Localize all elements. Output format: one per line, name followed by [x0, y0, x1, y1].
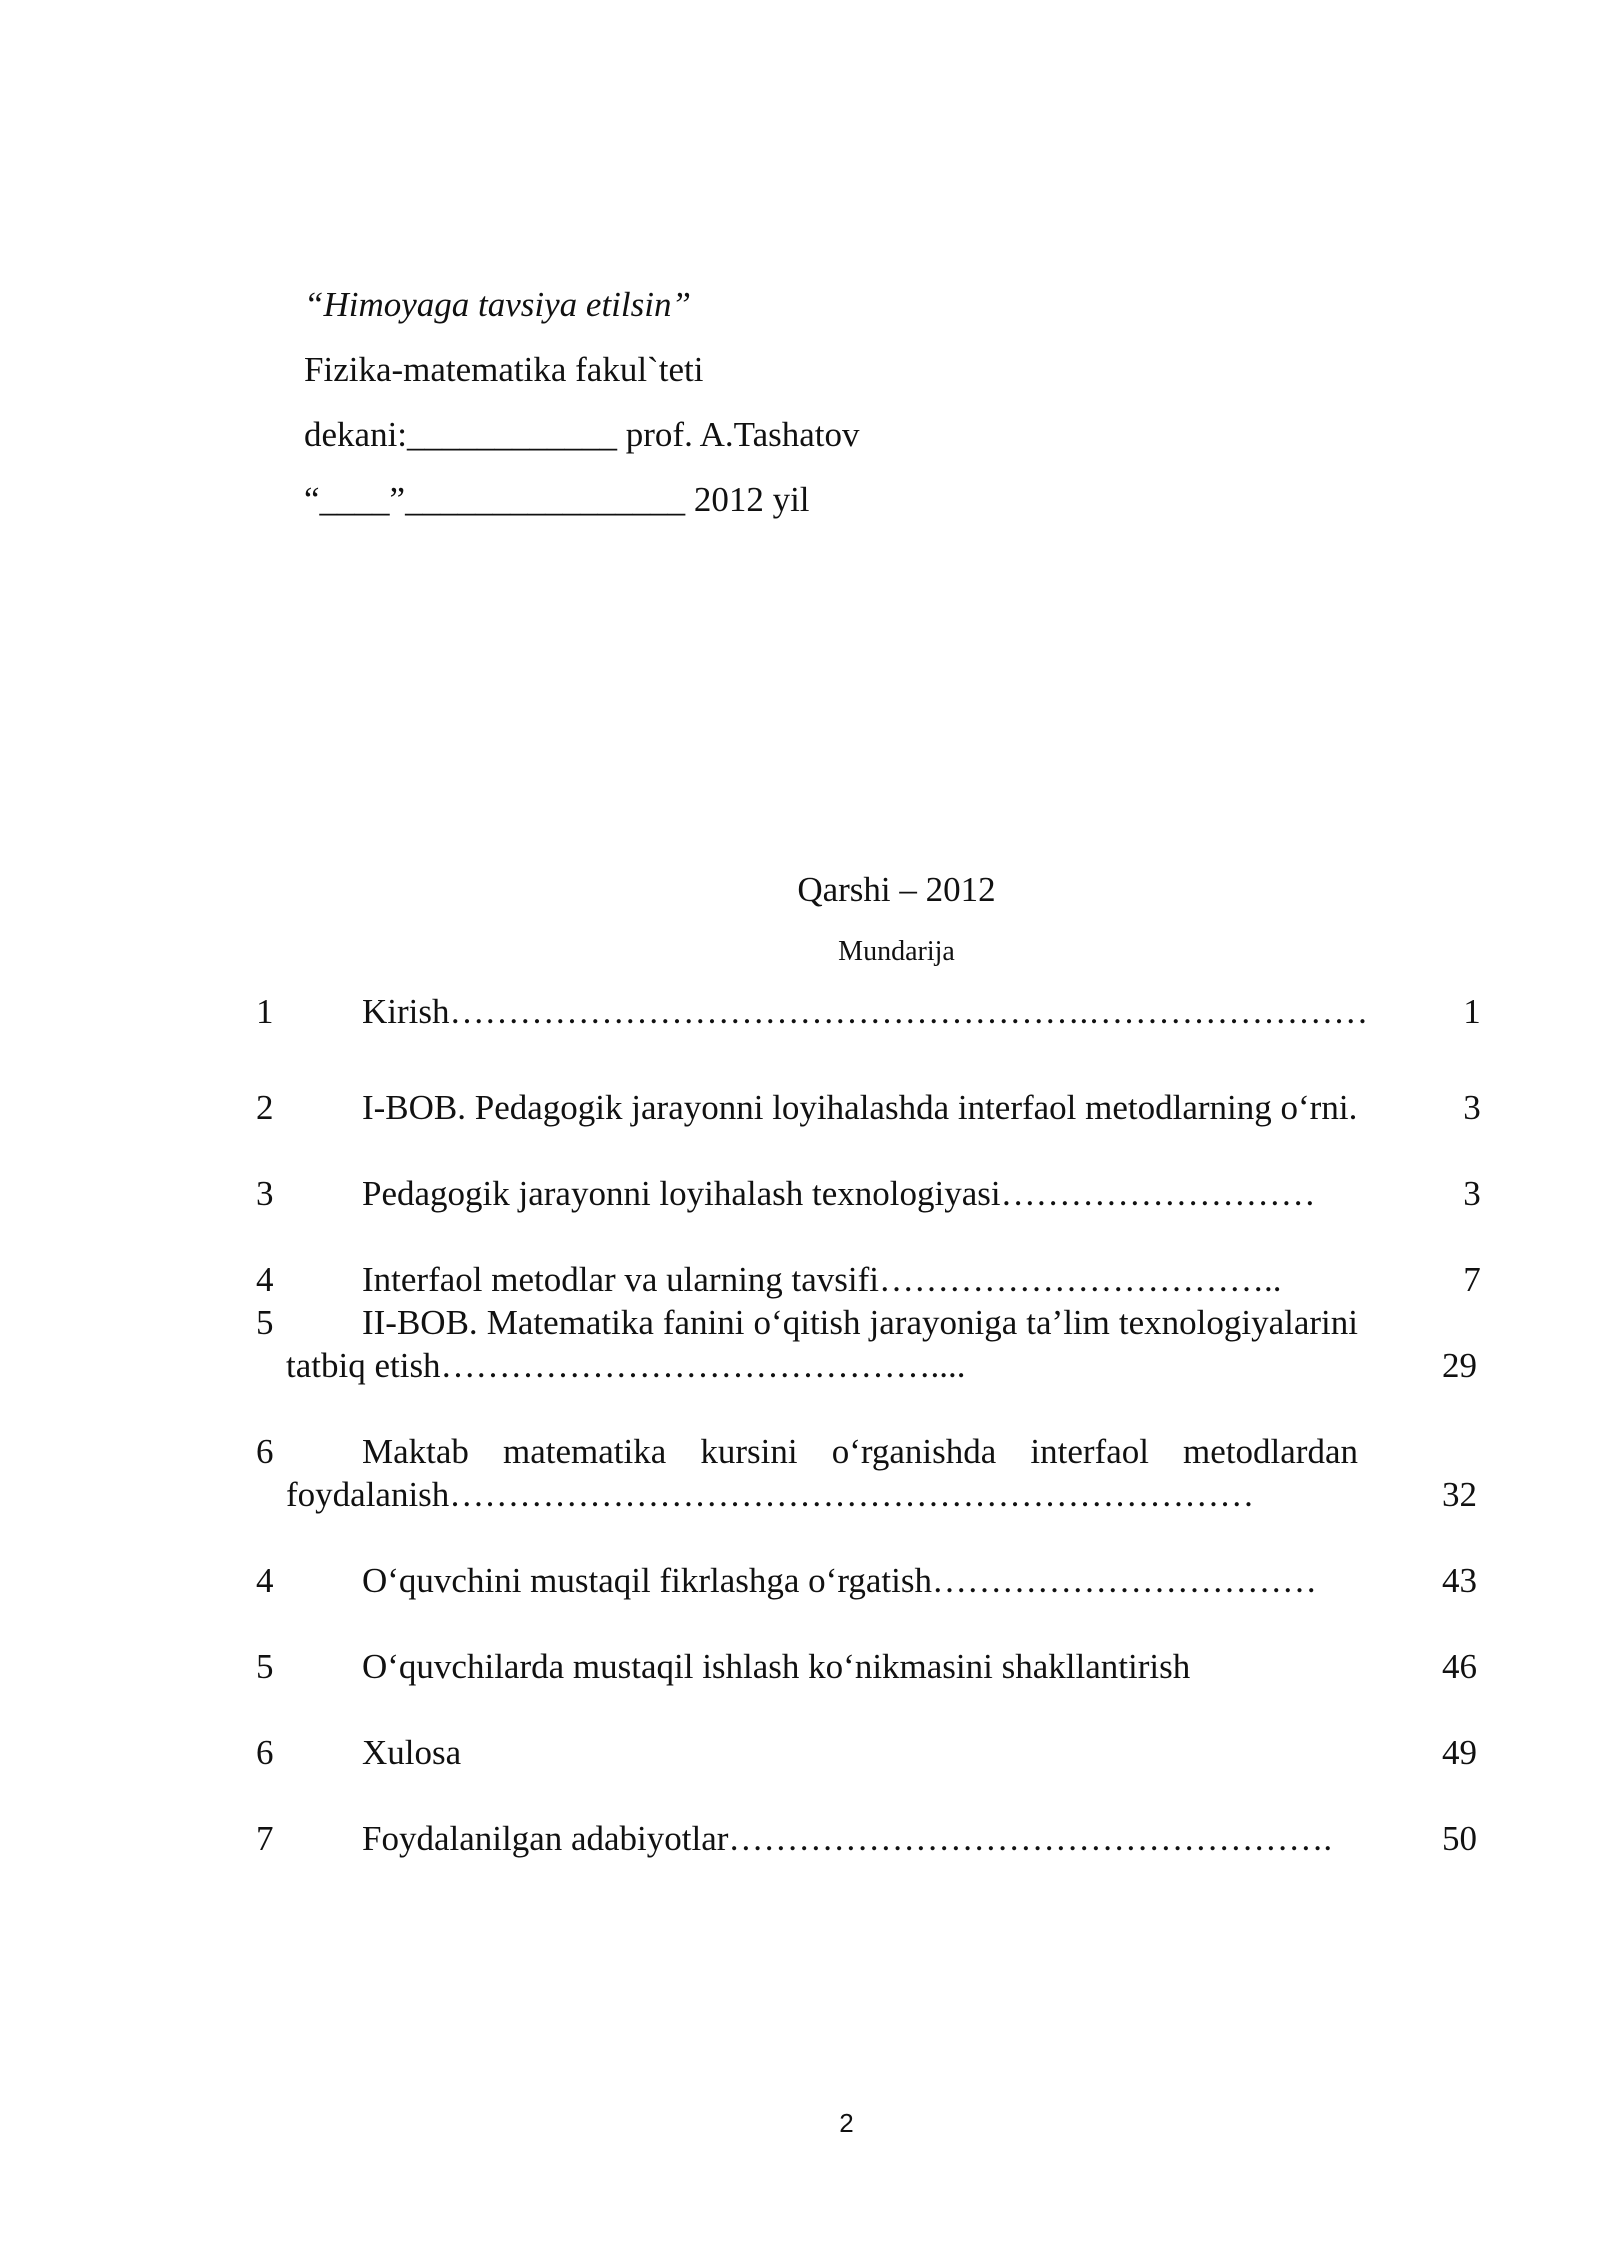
approval-block [304, 272, 860, 532]
toc-row-number: 5 [256, 1303, 274, 1342]
approval-date: “____”________________ 2012 yil [304, 480, 810, 519]
toc-row-title: Xulosa [362, 1733, 462, 1772]
toc-row-title: O‘quvchilarda mustaqil ishlash ko‘nikmasini shakllantirish [362, 1647, 1191, 1686]
toc-row-page: 50 [1442, 1819, 1477, 1858]
toc-row-title: I-BOB. Pedagogik jarayonni loyihalashda interfaol metodlarning o‘rni. [362, 1088, 1358, 1127]
toc-row-number: 1 [256, 992, 274, 1031]
toc-row-page: 3 [1463, 1088, 1481, 1127]
toc-row-number: 5 [256, 1647, 274, 1686]
toc-row-page: 29 [1442, 1346, 1477, 1385]
toc-row-number: 7 [256, 1819, 274, 1858]
toc-row-title: O‘quvchini mustaqil fikrlashga o‘rgatish…………………………… [362, 1561, 1317, 1600]
toc-row-title: Foydalanilgan adabiyotlar……………………………………………. [362, 1819, 1333, 1858]
toc-row-page: 1 [1463, 992, 1481, 1031]
page-number: 2 [839, 2108, 854, 2138]
toc-row-page: 7 [1463, 1260, 1481, 1299]
toc-row-number: 4 [256, 1561, 274, 1600]
toc-row-page: 43 [1442, 1561, 1477, 1600]
toc-row-title: Kirish……………………………………………….…………………… [362, 992, 1369, 1031]
approval-dean-signature: dekani:____________ prof. A.Tashatov [304, 415, 860, 454]
toc-row-title: Maktab matematika kursini o‘rganishda interfaol metodlardan foydalanish…………………………………………………………… [286, 1432, 1358, 1514]
toc-row-number: 3 [256, 1174, 274, 1213]
toc-row-page: 49 [1442, 1733, 1477, 1772]
toc-row-page: 46 [1442, 1647, 1477, 1686]
toc-title: Mundarija [838, 936, 955, 967]
toc-row-title: Interfaol metodlar va ularning tavsifi…………………………….. [362, 1260, 1282, 1299]
approval-faculty: Fizika-matematika fakul`teti [304, 350, 704, 389]
toc-row-title: II-BOB. Matematika fanini o‘qitish jarayoniga ta’lim texnologiyalarini tatbiq etish…………………………………….... [286, 1303, 1358, 1385]
toc-row-number: 4 [256, 1260, 274, 1299]
toc-row-page: 3 [1463, 1174, 1481, 1213]
city-year: Qarshi – 2012 [797, 870, 996, 909]
toc-row-title: Pedagogik jarayonni loyihalash texnologiyasi……………………… [362, 1174, 1316, 1213]
toc-row-page: 32 [1442, 1475, 1477, 1514]
toc-row-number: 6 [256, 1432, 274, 1471]
approval-recommendation: “Himoyaga tavsiya etilsin” [304, 285, 691, 324]
toc-row-number: 6 [256, 1733, 274, 1772]
toc-row-number: 2 [256, 1088, 274, 1127]
